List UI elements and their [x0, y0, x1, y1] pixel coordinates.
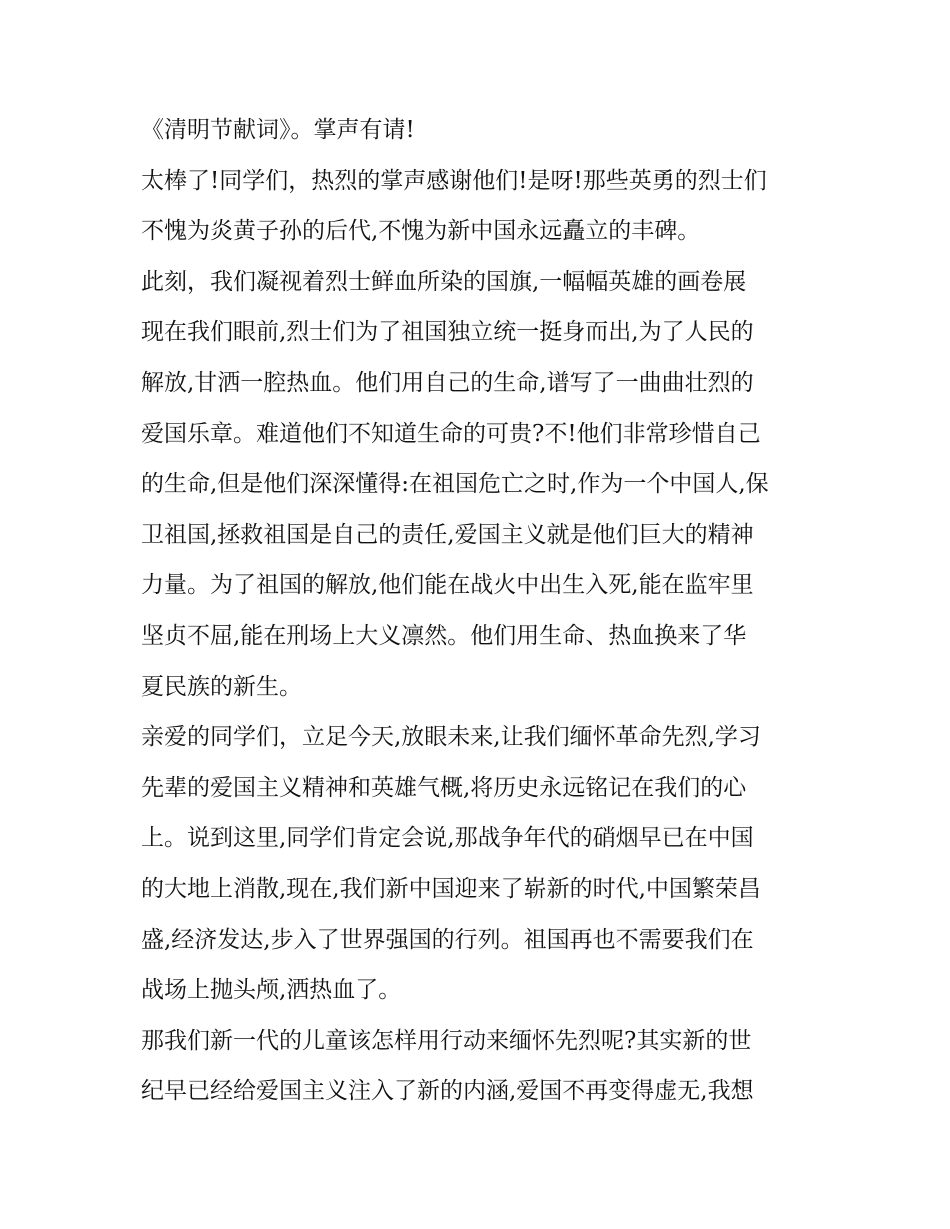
- text-line: 此刻，我们凝视着烈士鲜血所染的国旗,一幅幅英雄的画卷展: [141, 268, 747, 295]
- text-line: 解放,甘洒一腔热血。他们用自己的生命,谱写了一曲曲壮烈的: [141, 369, 754, 396]
- speech-text: [141, 105, 821, 1117]
- text-line: 的大地上消散,现在,我们新中国迎来了崭新的时代,中国繁荣昌: [141, 875, 761, 902]
- text-line: 盛,经济发达,步入了世界强国的行列。祖国再也不需要我们在: [141, 926, 754, 953]
- text-line: 纪早已经给爱国主义注入了新的内涵,爱国不再变得虚无,我想: [141, 1078, 754, 1105]
- text-line: 卫祖国,拯救祖国是自己的责任,爱国主义就是他们巨大的精神: [141, 521, 754, 548]
- text-line: 现在我们眼前,烈士们为了祖国独立统一挺身而出,为了人民的: [141, 319, 754, 346]
- text-line: 上。说到这里,同学们肯定会说,那战争年代的硝烟早已在中国: [141, 825, 754, 852]
- text-line: 《清明节献词》。掌声有请!: [141, 117, 415, 143]
- text-line: 的生命,但是他们深深懂得:在祖国危亡之时,作为一个中国人,保: [141, 471, 769, 498]
- text-line: 亲爱的同学们，立足今天,放眼未来,让我们缅怀革命先烈,学习: [141, 724, 761, 751]
- text-line: 夏民族的新生。: [141, 673, 302, 700]
- text-line: 爱国乐章。难道他们不知道生命的可贵?不!他们非常珍惜自己: [141, 420, 761, 447]
- text-line: 不愧为炎黄子孙的后代,不愧为新中国永远矗立的丰碑。: [141, 218, 701, 245]
- text-line: 先辈的爱国主义精神和英雄气概,将历史永远铭记在我们的心: [141, 774, 747, 801]
- text-line: 力量。为了祖国的解放,他们能在战火中出生入死,能在监牢里: [141, 572, 754, 599]
- text-line: 坚贞不屈,能在刑场上大义凛然。他们用生命、热血换来了华: [141, 622, 747, 649]
- text-line: 战场上抛头颅,洒热血了。: [141, 977, 402, 1004]
- text-line: 太棒了!同学们，热烈的掌声感谢他们!是呀!那些英勇的烈士们: [141, 167, 767, 194]
- text-line: 那我们新一代的儿童该怎样用行动来缅怀先烈呢?其实新的世: [141, 1027, 752, 1054]
